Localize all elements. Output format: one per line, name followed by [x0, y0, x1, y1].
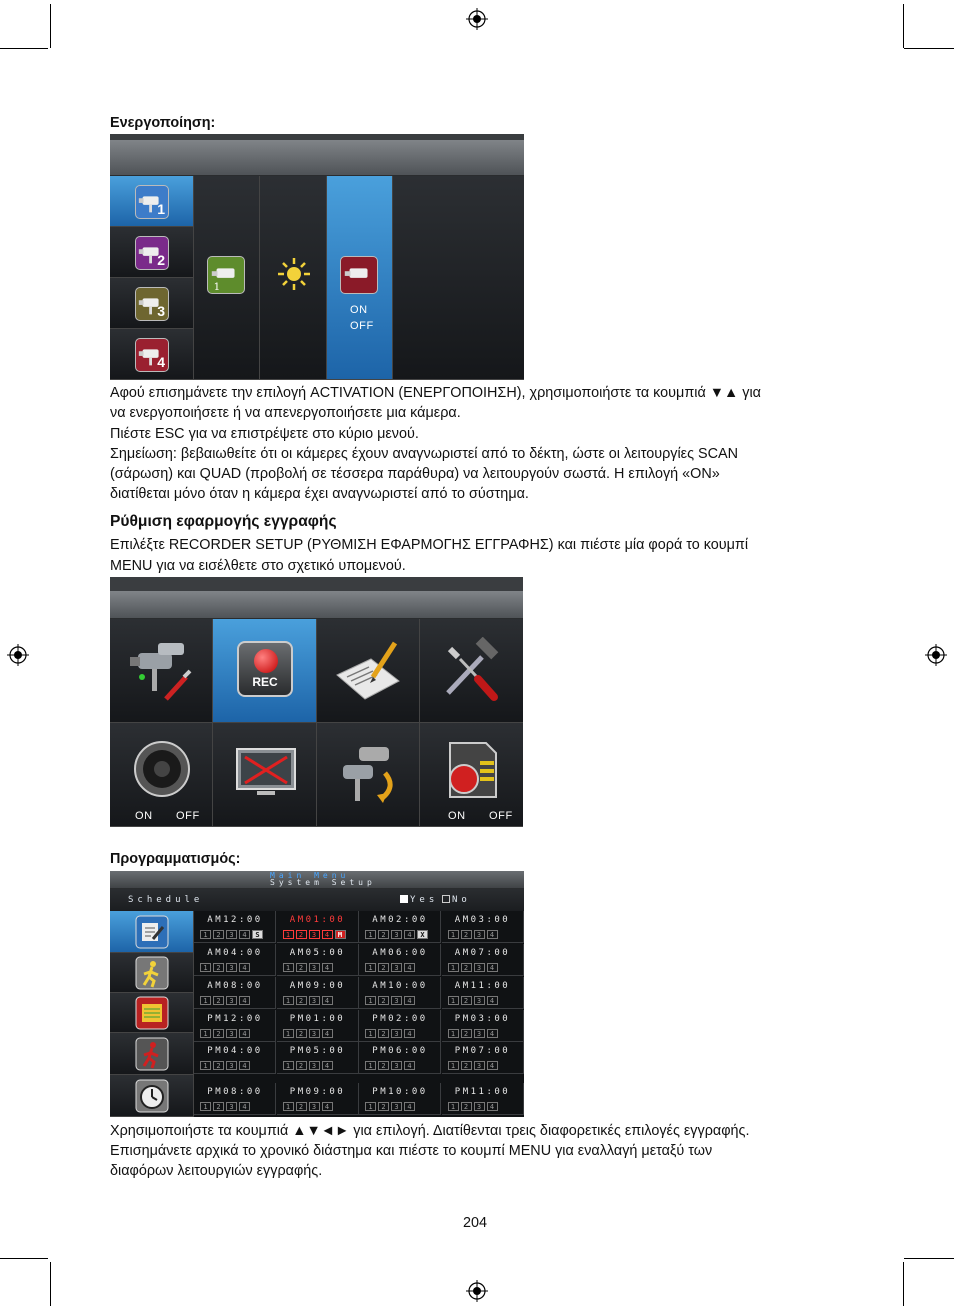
slot-time-label: PM11:00	[454, 1087, 511, 1097]
slot-quarter-box[interactable]: 4	[404, 1029, 415, 1038]
slot-quarter-boxes	[365, 1029, 415, 1038]
slot-quarter-box[interactable]: 4	[487, 1102, 498, 1111]
slot-quarter-box[interactable]: 3	[391, 996, 402, 1005]
slot-quarter-box[interactable]: 1	[200, 963, 211, 972]
slot-quarter-box[interactable]: 4	[404, 930, 415, 939]
audio-on-label[interactable]: ON	[135, 810, 153, 822]
slot-quarter-box[interactable]: 3	[391, 1029, 402, 1038]
schedule-edit-icon	[135, 915, 169, 949]
slot-quarter-box[interactable]: 2	[461, 1102, 472, 1111]
slot-time-label: AM09:00	[289, 981, 346, 991]
slot-time-label: PM07:00	[454, 1046, 511, 1056]
crop-mark	[0, 48, 48, 49]
slot-quarter-boxes	[283, 996, 333, 1005]
slot-quarter-boxes	[365, 930, 428, 939]
brightness-sun-icon	[276, 256, 312, 292]
schedule-title-bar	[110, 889, 524, 911]
slot-quarter-box[interactable]: 3	[226, 1029, 237, 1038]
side-item-calendar[interactable]	[110, 993, 194, 1033]
slot-quarter-box[interactable]: 3	[391, 930, 402, 939]
schedule-screen	[110, 871, 524, 1117]
text-line: Αφού επισημάνετε την επιλογή ACTIVATION (ΕΝΕΡΓΟΠΟΙΗΣΗ), χρησιμοποιήστε τα κουμπιά ▼▲ για	[110, 385, 761, 401]
text-line: Επισημάνετε αρχικά το χρονικό διάστημα και πιέστε το κουμπί MENU για εναλλαγή μεταξύ των	[110, 1143, 713, 1159]
slot-quarter-boxes	[448, 1029, 498, 1038]
sd-card-tile[interactable]	[420, 723, 523, 827]
slot-quarter-box[interactable]: 2	[296, 1102, 307, 1111]
slot-quarter-box[interactable]: 2	[296, 1029, 307, 1038]
activation-screen	[110, 134, 524, 380]
slot-quarter-box[interactable]: 2	[378, 963, 389, 972]
text-line: Επιλέξτε RECORDER SETUP (ΡΥΘΜΙΣΗ ΕΦΑΡΜΟΓΗΣ ΕΓΓΡΑΦΗΣ) και πιέστε μία φορά το κουμπί	[110, 537, 749, 553]
screen-header-bar	[110, 134, 524, 176]
slot-quarter-box[interactable]: 3	[309, 1102, 320, 1111]
schedule-label: Schedule	[128, 895, 204, 905]
text-line: Χρησιμοποιήστε τα κουμπιά ▲▼◄► για επιλογή. Διατίθενται τρεις διαφορετικές επιλογές εγγραφής.	[110, 1123, 750, 1139]
calendar-icon	[135, 996, 169, 1030]
slot-quarter-box[interactable]: 3	[309, 1061, 320, 1070]
slot-quarter-box[interactable]: 2	[296, 930, 307, 939]
slot-mode-mark[interactable]: X	[417, 930, 428, 939]
slot-quarter-boxes	[365, 963, 415, 972]
registration-mark-icon	[466, 1280, 488, 1302]
schedule-slot[interactable]	[194, 911, 276, 943]
text-line: MENU για να εισέλθετε στο σχετικό υπομενού.	[110, 558, 406, 574]
svg-text:1: 1	[213, 281, 221, 293]
slot-quarter-box[interactable]: 2	[296, 1061, 307, 1070]
slot-quarter-box[interactable]: 4	[322, 1102, 333, 1111]
camera-item-2[interactable]	[110, 227, 194, 278]
recorder-setup-screen	[110, 577, 523, 827]
text-line: Σημείωση: βεβαιωθείτε ότι οι κάμερες έχουν αναγνωριστεί από το δέκτη, ώστε οι λειτουργίες SCAN	[110, 446, 739, 462]
schedule-slot[interactable]	[194, 944, 276, 976]
schedule-slot[interactable]	[359, 1042, 441, 1074]
screen-header-bar	[110, 577, 523, 619]
slot-quarter-box[interactable]: 2	[213, 996, 224, 1005]
activation-off-label[interactable]: OFF	[350, 320, 374, 332]
slot-time-label: AM12:00	[207, 915, 263, 925]
slot-quarter-box[interactable]: 2	[213, 930, 224, 939]
slot-quarter-box[interactable]: 3	[391, 963, 402, 972]
notes-tile[interactable]	[317, 619, 420, 723]
slot-quarter-box[interactable]: 3	[474, 996, 485, 1005]
slot-quarter-box[interactable]: 4	[322, 963, 333, 972]
schedule-slot[interactable]	[277, 911, 359, 943]
slot-quarter-box[interactable]: 1	[365, 1061, 376, 1070]
schedule-slot[interactable]	[442, 911, 524, 943]
slot-quarter-boxes	[365, 1102, 415, 1111]
camera-setup-tile[interactable]	[110, 619, 213, 723]
slot-quarter-boxes	[200, 1061, 250, 1070]
camera-number: 3	[157, 303, 165, 319]
slot-quarter-boxes	[200, 963, 250, 972]
schedule-slot[interactable]	[277, 1042, 359, 1074]
slot-quarter-box[interactable]: 1	[448, 1029, 459, 1038]
slot-time-label: PM12:00	[207, 1014, 263, 1024]
slot-time-label: AM11:00	[454, 981, 511, 991]
pairing-column[interactable]	[194, 176, 260, 380]
schedule-slot[interactable]	[277, 944, 359, 976]
camera-icon	[135, 287, 169, 321]
crop-mark	[50, 1262, 51, 1306]
slot-quarter-box[interactable]: 4	[487, 1061, 498, 1070]
crop-mark	[50, 4, 51, 48]
slot-quarter-box[interactable]: 4	[322, 996, 333, 1005]
slot-quarter-box[interactable]: 1	[448, 930, 459, 939]
slot-quarter-box[interactable]: 2	[378, 930, 389, 939]
slot-quarter-box[interactable]: 4	[487, 963, 498, 972]
slot-time-label: AM07:00	[454, 948, 511, 958]
schedule-slot[interactable]	[277, 977, 359, 1009]
slot-quarter-box[interactable]: 1	[283, 996, 294, 1005]
intruder-icon	[135, 1037, 169, 1071]
slot-quarter-box[interactable]: 1	[365, 996, 376, 1005]
slot-quarter-box[interactable]: 2	[213, 963, 224, 972]
slot-quarter-box[interactable]: 1	[448, 1061, 459, 1070]
crop-mark	[903, 4, 904, 48]
camera-item-1[interactable]	[110, 176, 194, 227]
schedule-slot[interactable]	[359, 977, 441, 1009]
no-label: No	[452, 895, 471, 905]
slot-quarter-box[interactable]: 2	[213, 1029, 224, 1038]
slot-time-label: PM03:00	[454, 1014, 511, 1024]
main-menu-title: Main Menu	[270, 871, 350, 880]
text-line: Πιέστε ESC για να επιστρέψετε στο κύριο μενού.	[110, 426, 419, 442]
slot-quarter-boxes	[448, 1102, 498, 1111]
screen-off-tile[interactable]	[213, 723, 317, 827]
schedule-slot[interactable]	[359, 944, 441, 976]
slot-quarter-box[interactable]: 3	[226, 963, 237, 972]
record-tile[interactable]	[213, 619, 317, 723]
slot-quarter-box[interactable]: 1	[448, 1102, 459, 1111]
section-heading-recorder-setup: Ρύθμιση εφαρμογής εγγραφής	[110, 513, 337, 530]
schedule-slot[interactable]	[194, 1042, 276, 1074]
sd-card-icon	[440, 739, 504, 801]
registration-mark-icon	[7, 644, 29, 666]
schedule-slot[interactable]	[442, 1083, 524, 1115]
sd-off-label[interactable]: OFF	[489, 810, 513, 822]
side-item-motion[interactable]	[110, 953, 194, 993]
slot-time-label: PM10:00	[372, 1087, 428, 1097]
slot-quarter-box[interactable]: 4	[239, 1029, 250, 1038]
slot-quarter-box[interactable]: 4	[239, 963, 250, 972]
slot-quarter-box[interactable]: 3	[474, 963, 485, 972]
tools-tile[interactable]	[420, 619, 523, 723]
slot-quarter-boxes	[283, 1102, 333, 1111]
camera-number: 4	[157, 354, 165, 370]
timer-icon	[135, 1079, 169, 1113]
slot-quarter-boxes	[200, 930, 263, 939]
page-number: 204	[463, 1215, 488, 1231]
schedule-slot[interactable]	[277, 1083, 359, 1115]
slot-quarter-box[interactable]: 3	[391, 1061, 402, 1070]
slot-time-label: PM09:00	[289, 1087, 346, 1097]
crop-mark	[904, 1258, 954, 1259]
slot-quarter-box[interactable]: 2	[378, 1029, 389, 1038]
slot-quarter-box[interactable]: 4	[404, 996, 415, 1005]
slot-quarter-box[interactable]: 4	[322, 1061, 333, 1070]
slot-quarter-box[interactable]: 3	[474, 1029, 485, 1038]
slot-quarter-box[interactable]: 3	[391, 1102, 402, 1111]
camera-number: 2	[157, 252, 165, 268]
slot-time-label: AM03:00	[454, 915, 511, 925]
slot-quarter-box[interactable]: 4	[239, 1061, 250, 1070]
slot-quarter-box[interactable]: 1	[448, 996, 459, 1005]
camera-activation-icon	[340, 256, 378, 294]
schedule-slot[interactable]	[359, 1010, 441, 1042]
slot-quarter-box[interactable]: 3	[474, 1102, 485, 1111]
section-heading-activation: Ενεργοποίηση:	[110, 115, 216, 131]
slot-quarter-box[interactable]: 1	[283, 930, 294, 939]
slot-quarter-box[interactable]: 3	[226, 930, 237, 939]
slot-quarter-box[interactable]: 4	[404, 1061, 415, 1070]
registration-mark-icon	[925, 644, 947, 666]
brightness-column[interactable]	[260, 176, 327, 380]
slot-time-label: AM06:00	[372, 948, 428, 958]
slot-time-label: PM08:00	[207, 1087, 263, 1097]
camera-setup-icon	[128, 639, 194, 703]
slot-quarter-box[interactable]: 4	[239, 1102, 250, 1111]
schedule-slot[interactable]	[194, 1010, 276, 1042]
slot-quarter-box[interactable]: 4	[239, 930, 250, 939]
slot-quarter-box[interactable]: 1	[283, 1061, 294, 1070]
slot-quarter-box[interactable]: 1	[200, 1029, 211, 1038]
slot-time-label: PM06:00	[372, 1046, 428, 1056]
slot-quarter-box[interactable]: 2	[213, 1061, 224, 1070]
rec-label: REC	[252, 675, 278, 689]
crop-mark	[904, 48, 954, 49]
system-setup-title: System Setup	[270, 878, 376, 887]
no-checkbox[interactable]	[442, 895, 450, 903]
slot-quarter-box[interactable]: 3	[226, 1102, 237, 1111]
slot-quarter-box[interactable]: 3	[474, 930, 485, 939]
camera-number: 1	[157, 201, 165, 217]
slot-quarter-box[interactable]: 4	[404, 963, 415, 972]
slot-quarter-boxes	[283, 963, 333, 972]
slot-time-label: AM10:00	[372, 981, 428, 991]
crop-mark	[0, 1258, 48, 1259]
schedule-header-bar	[110, 871, 524, 889]
slot-quarter-boxes	[448, 930, 498, 939]
slot-quarter-box[interactable]: 4	[404, 1102, 415, 1111]
slot-quarter-box[interactable]: 4	[322, 1029, 333, 1038]
audio-off-label[interactable]: OFF	[176, 810, 200, 822]
slot-time-label: AM01:00	[289, 915, 346, 925]
slot-quarter-boxes	[200, 996, 250, 1005]
slot-quarter-box[interactable]: 1	[283, 1102, 294, 1111]
slot-quarter-boxes	[283, 930, 346, 939]
slot-quarter-box[interactable]: 2	[378, 1061, 389, 1070]
registration-mark-icon	[466, 8, 488, 30]
slot-quarter-box[interactable]: 4	[487, 930, 498, 939]
camera-item-4[interactable]	[110, 329, 194, 380]
camera-item-3[interactable]	[110, 278, 194, 329]
text-line: διαφόρων λειτουργιών εγγραφής.	[110, 1163, 323, 1179]
slot-quarter-box[interactable]: 1	[448, 963, 459, 972]
slot-quarter-box[interactable]: 2	[461, 996, 472, 1005]
slot-quarter-box[interactable]: 2	[378, 1102, 389, 1111]
camera-green-icon	[207, 256, 245, 294]
slot-quarter-box[interactable]: 2	[213, 1102, 224, 1111]
slot-quarter-box[interactable]: 1	[365, 1029, 376, 1038]
slot-time-label: AM02:00	[372, 915, 428, 925]
yes-checkbox[interactable]	[400, 895, 408, 903]
side-item-intruder[interactable]	[110, 1033, 194, 1075]
crop-mark	[903, 1262, 904, 1306]
slot-quarter-box[interactable]: 1	[365, 963, 376, 972]
camera-icon	[135, 185, 169, 219]
empty-column	[393, 176, 524, 380]
slot-quarter-box[interactable]: 1	[200, 1061, 211, 1070]
audio-tile[interactable]	[110, 723, 213, 827]
notepad-pen-icon	[333, 639, 403, 703]
slot-quarter-box[interactable]: 3	[226, 1061, 237, 1070]
slot-time-label: PM01:00	[289, 1014, 346, 1024]
slot-mode-mark[interactable]: S	[252, 930, 263, 939]
slot-time-label: PM02:00	[372, 1014, 428, 1024]
sd-on-label[interactable]: ON	[448, 810, 466, 822]
slot-quarter-box[interactable]: 4	[487, 996, 498, 1005]
slot-quarter-boxes	[365, 1061, 415, 1070]
activation-column[interactable]	[327, 176, 393, 380]
slot-quarter-box[interactable]: 2	[378, 996, 389, 1005]
slot-quarter-boxes	[283, 1061, 333, 1070]
slot-quarter-box[interactable]: 1	[200, 1102, 211, 1111]
slot-quarter-box[interactable]: 2	[461, 930, 472, 939]
camera-rotate-tile[interactable]	[317, 723, 420, 827]
schedule-slot[interactable]	[277, 1010, 359, 1042]
slot-quarter-box[interactable]: 1	[200, 930, 211, 939]
activation-on-label[interactable]: ON	[350, 304, 368, 316]
slot-quarter-box[interactable]: 2	[296, 963, 307, 972]
motion-person-icon	[135, 956, 169, 990]
slot-quarter-box[interactable]: 1	[365, 930, 376, 939]
slot-quarter-box[interactable]: 3	[226, 996, 237, 1005]
text-line: (σάρωση) και QUAD (προβολή σε τέσσερα παράθυρα) να λειτουργούν σωστά. Η επιλογή «ON»	[110, 466, 720, 482]
slot-quarter-box[interactable]: 2	[461, 1061, 472, 1070]
text-line: να ενεργοποιήσετε ή να απενεργοποιήσετε μια κάμερα.	[110, 405, 461, 421]
section-heading-schedule: Προγραμματισμός:	[110, 851, 241, 867]
slot-quarter-box[interactable]: 3	[309, 996, 320, 1005]
slot-quarter-box[interactable]: 1	[200, 996, 211, 1005]
slot-quarter-box[interactable]: 1	[283, 963, 294, 972]
yes-label: Yes	[410, 895, 439, 905]
camera-rotate-icon	[335, 739, 403, 809]
slot-quarter-boxes	[283, 1029, 333, 1038]
slot-quarter-boxes	[448, 1061, 498, 1070]
schedule-side-menu	[110, 911, 194, 1117]
slot-quarter-box[interactable]: 4	[487, 1029, 498, 1038]
side-item-edit[interactable]	[110, 911, 194, 953]
slot-quarter-box[interactable]: 3	[309, 1029, 320, 1038]
schedule-slot[interactable]	[194, 977, 276, 1009]
speaker-icon	[134, 737, 190, 799]
side-item-timer[interactable]	[110, 1075, 194, 1117]
camera-icon	[135, 236, 169, 270]
slot-quarter-box[interactable]: 3	[309, 930, 320, 939]
record-icon	[237, 641, 293, 697]
camera-icon	[135, 338, 169, 372]
text-line: διατίθεται μόνο όταν η κάμερα έχει αναγνωριστεί από το σύστημα.	[110, 486, 529, 502]
schedule-slot[interactable]	[194, 1083, 276, 1115]
slot-time-label: PM04:00	[207, 1046, 263, 1056]
slot-quarter-box[interactable]: 3	[474, 1061, 485, 1070]
slot-quarter-boxes	[448, 963, 498, 972]
schedule-slot[interactable]	[442, 1010, 524, 1042]
schedule-grid	[194, 911, 524, 1117]
slot-quarter-box[interactable]: 4	[239, 996, 250, 1005]
slot-time-label: AM08:00	[207, 981, 263, 991]
slot-quarter-box[interactable]: 2	[461, 1029, 472, 1038]
slot-quarter-box[interactable]: 1	[283, 1029, 294, 1038]
slot-quarter-box[interactable]: 1	[365, 1102, 376, 1111]
schedule-slot[interactable]	[442, 1042, 524, 1074]
slot-quarter-box[interactable]: 4	[322, 930, 333, 939]
slot-quarter-boxes	[448, 996, 498, 1005]
slot-quarter-boxes	[365, 996, 415, 1005]
slot-quarter-box[interactable]: 3	[309, 963, 320, 972]
schedule-slot[interactable]	[442, 944, 524, 976]
slot-time-label: AM04:00	[207, 948, 263, 958]
schedule-slot[interactable]	[359, 911, 441, 943]
schedule-slot[interactable]	[442, 977, 524, 1009]
slot-mode-mark[interactable]: M	[335, 930, 346, 939]
slot-quarter-box[interactable]: 2	[461, 963, 472, 972]
slot-quarter-box[interactable]: 2	[296, 996, 307, 1005]
slot-time-label: PM05:00	[289, 1046, 346, 1056]
slot-quarter-boxes	[200, 1102, 250, 1111]
slot-quarter-boxes	[200, 1029, 250, 1038]
schedule-slot[interactable]	[359, 1083, 441, 1115]
slot-time-label: AM05:00	[289, 948, 346, 958]
tools-icon	[438, 637, 504, 703]
tv-crossed-icon	[233, 743, 299, 803]
